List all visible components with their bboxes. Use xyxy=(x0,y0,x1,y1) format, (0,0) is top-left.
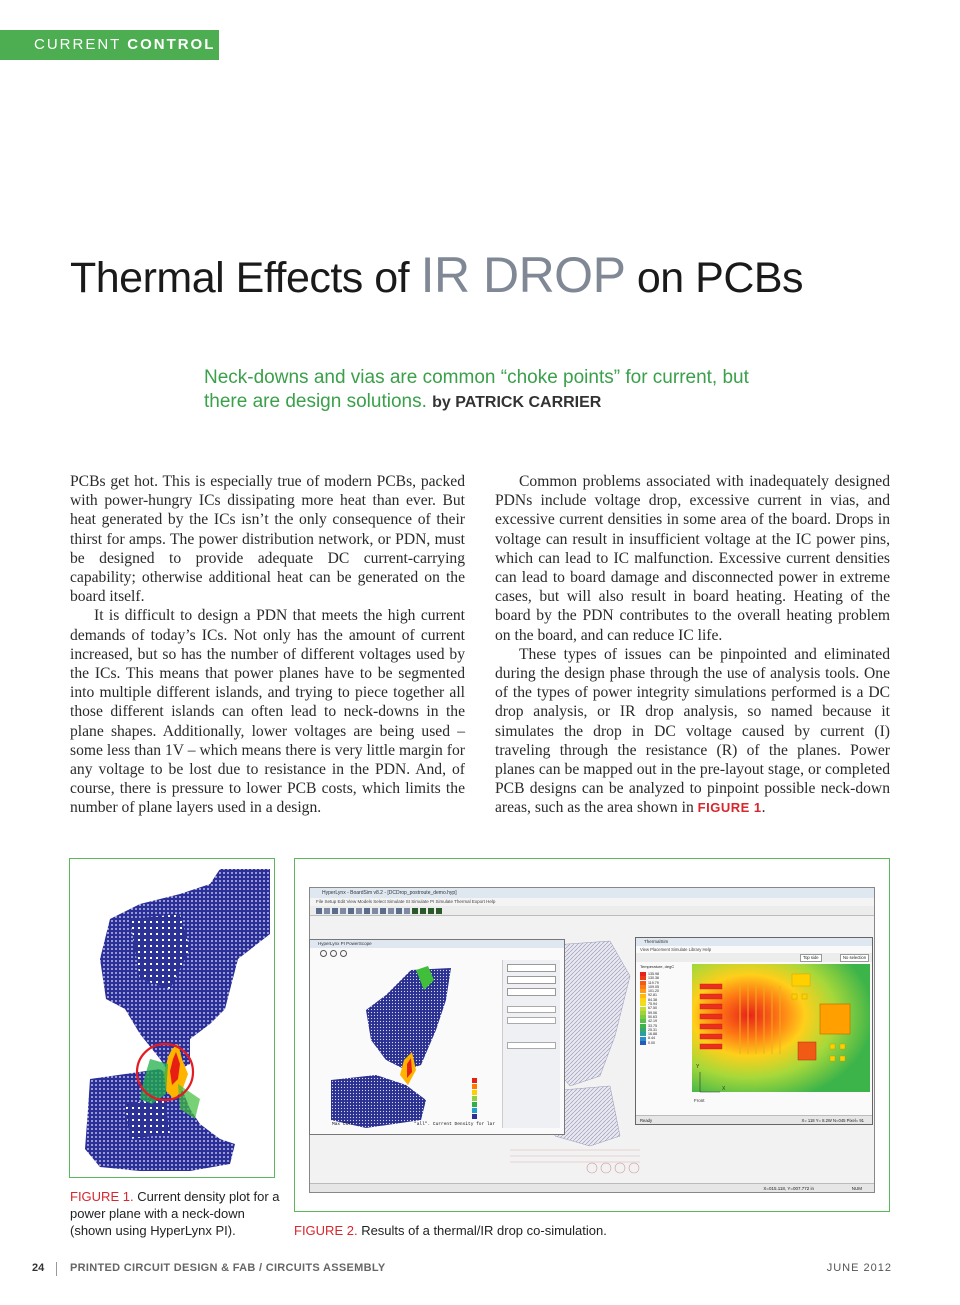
figure-1-reference: FIGURE 1 xyxy=(697,800,762,816)
paragraph-text: These types of issues can be pinpointed and eliminated during the design phase through the use of analysis tools. One of the types of power integrity simulations performed is a DC drop analysis, or IR drop analysis, so named because it simulates the drop in DC voltage caused by current (I) traveling through the resistance (R) of the planes. Power planes can be mapped out in the pre-layout stage, or completed PCB designs can be analyzed to pinpoint possible neck-down areas, such as the area shown in xyxy=(495,645,890,817)
status-coords: X= 118 Y= 8.2W N=045 Pixel= 91 xyxy=(801,1118,864,1123)
panel-button xyxy=(507,976,556,984)
legend-value: 0.00 xyxy=(648,1040,655,1045)
main-menu-bar: File Setup Edit View Models Select Simulate SI Simulate PI Simulate Thermal Export Help xyxy=(310,898,874,906)
panel-field xyxy=(507,1042,556,1049)
legend-value: 16.88 xyxy=(648,1032,657,1037)
front-label: Front xyxy=(694,1098,705,1103)
pi-toolbar xyxy=(310,948,564,960)
page-footer xyxy=(32,1262,892,1278)
legend-value: 25.31 xyxy=(648,1027,657,1032)
legend-value: 75.94 xyxy=(648,1002,657,1007)
main-status-bar xyxy=(310,1183,874,1192)
column-2 xyxy=(495,472,890,818)
pi-plot-label-2 xyxy=(414,1122,495,1127)
legend-value: 130.36 xyxy=(648,976,659,981)
figure-2-label: FIGURE 2. xyxy=(294,1223,358,1238)
legend-entry xyxy=(640,1041,680,1045)
deck-text: Neck-downs and vias are common “choke points” for current, but there are design solutions. xyxy=(204,367,749,412)
figure-2-text: Results of a thermal/IR drop co-simulation. xyxy=(357,1223,607,1238)
legend-value: 8.44 xyxy=(648,1036,655,1041)
legend-value: 135.98 xyxy=(648,972,659,976)
thermal-toolbar xyxy=(636,953,872,962)
figure-1-label: FIGURE 1. xyxy=(70,1189,134,1204)
article-title xyxy=(70,246,930,304)
section-tab xyxy=(0,30,219,60)
page-number: 24 xyxy=(32,1262,45,1274)
toolbar-icon xyxy=(412,908,418,914)
toolbar-icon xyxy=(324,908,330,914)
legend-swatch xyxy=(640,1041,646,1045)
thermal-status-bar xyxy=(636,1115,872,1124)
toolbar-icon xyxy=(388,908,394,914)
toolbar-icon xyxy=(372,908,378,914)
zoom-icon xyxy=(330,950,337,957)
toolbar-icon xyxy=(380,908,386,914)
pi-label-right: "all". Current Density for lar xyxy=(414,1122,496,1127)
pi-title-bar: HyperLynx PI PowerScope xyxy=(310,940,564,948)
legend-value: 84.38 xyxy=(648,997,657,1002)
legend-value: 33.75 xyxy=(648,1023,657,1028)
legend-value: 101.20 xyxy=(648,989,659,994)
legend-value: 50.63 xyxy=(648,1014,657,1019)
thermalsim-window xyxy=(635,937,873,1125)
figure-1-caption xyxy=(70,1188,280,1239)
panel-button xyxy=(507,964,556,972)
byline: by PATRICK CARRIER xyxy=(432,394,602,411)
toolbar-icon xyxy=(436,908,442,914)
figure-1-text: Current density plot for a power plane with a neck-down (shown using HyperLynx PI). xyxy=(70,1189,280,1238)
current-density-plot xyxy=(70,859,275,1178)
toolbar-icon xyxy=(316,908,322,914)
toolbar-icon xyxy=(348,908,354,914)
selection-select: No selection xyxy=(840,954,869,962)
zoom-icon xyxy=(340,950,347,957)
paragraph xyxy=(495,645,890,818)
figure-2 xyxy=(294,858,890,1212)
toolbar-icon xyxy=(404,908,410,914)
footer-divider xyxy=(56,1262,57,1276)
article-deck xyxy=(204,366,764,415)
main-toolbar xyxy=(310,906,874,916)
section-label-bold: CONTROL xyxy=(127,36,216,53)
paragraph: It is difficult to design a PDN that meets the high current demands of today’s ICs. Not only has the amount of current increased, but so has the number of different voltages used by the ICs. This means that power planes have to be segmented into multiple different islands, and trying to piece together all those different islands can often lead to neck-downs in the plane shapes. Additionally, lower voltages are being used – some less than 1V – which means there is very little margin for any voltage to be lost due to resistance in the PDN. And, of course, there is pressure to lower PCB costs, which limits the number of plane layers used in a design. xyxy=(70,607,465,817)
toolbar-icon xyxy=(356,908,362,914)
pi-plot xyxy=(316,960,496,1132)
main-title-bar: HyperLynx - BoardSim v8.2 - [DCDrop_postroute_demo.hyp] xyxy=(310,888,874,898)
issue-date: JUNE 2012 xyxy=(826,1262,892,1274)
publication-name: PRINTED CIRCUIT DESIGN & FAB / CIRCUITS ASSEMBLY xyxy=(70,1262,386,1274)
layer-select: Top side xyxy=(800,954,822,962)
column-1 xyxy=(70,472,465,818)
toolbar-icon xyxy=(340,908,346,914)
title-pre: Thermal Effects of xyxy=(70,254,421,302)
toolbar-icon xyxy=(428,908,434,914)
axis-x-label: X xyxy=(722,1086,726,1092)
legend-value: 92.81 xyxy=(648,993,657,998)
toolbar-icon xyxy=(364,908,370,914)
paragraph: PCBs get hot. This is especially true of modern PCBs, packed with power-hungry ICs dissipating more heat than ever. But heat generated by the ICs isn’t the only consequence of their thirst for amps. The power distribution network, or PDN, must be designed to provide adequate DC current-carrying capability; otherwise additional heat can be generated on the board itself. xyxy=(70,473,465,606)
pi-plot-label xyxy=(332,1122,354,1127)
zoom-icon xyxy=(320,950,327,957)
axis-y-label: Y xyxy=(696,1064,700,1070)
legend-value: 42.19 xyxy=(648,1019,657,1024)
figure-1 xyxy=(69,858,275,1178)
title-accent: IR DROP xyxy=(420,247,626,303)
figure-2-caption xyxy=(294,1222,794,1239)
legend-value: 119.79 xyxy=(648,980,659,985)
main-status-num: NUM xyxy=(851,1186,862,1191)
panel-field xyxy=(507,1006,556,1013)
thermal-title-bar: ThermalSim xyxy=(636,938,872,946)
legend-value: 67.50 xyxy=(648,1006,657,1011)
title-post: on PCBs xyxy=(625,254,804,302)
pi-label-left: Max Curr xyxy=(332,1122,354,1127)
paragraph-end: . xyxy=(761,799,766,817)
panel-button xyxy=(507,988,556,996)
pi-powerscope-window xyxy=(309,939,565,1135)
toolbar-icon xyxy=(396,908,402,914)
thermal-legend xyxy=(640,972,680,1045)
toolbar-icon xyxy=(420,908,426,914)
pi-side-panel xyxy=(502,960,560,1128)
section-label-light: CURRENT xyxy=(34,36,128,53)
toolbar-icon xyxy=(332,908,338,914)
legend-value: 109.05 xyxy=(648,984,659,989)
thermal-legend-title: Temperature, degC xyxy=(640,964,675,969)
legend-value: 59.06 xyxy=(648,1010,657,1015)
main-status-coords: X=015.118, Y=007.772 in xyxy=(763,1186,814,1191)
panel-field xyxy=(507,1017,556,1024)
paragraph: Common problems associated with inadequately designed PDNs include voltage drop, excessive current in vias, and excessive current densities in some area of the board. Drops in voltage can result in insufficient voltage at the IC power pins, which can lead to IC malfunction. Excessive current densities can lead to board damage and disconnected power in extreme cases, but will also result in board heating. Heating of the board by the PDN contributes to the overall heating problem on the board, and can reduce IC life. xyxy=(495,473,890,644)
status-ready: Ready xyxy=(640,1118,653,1123)
thermal-map xyxy=(692,964,870,1104)
thermal-menu-bar: View Placement Simulate Library Help xyxy=(640,947,712,952)
